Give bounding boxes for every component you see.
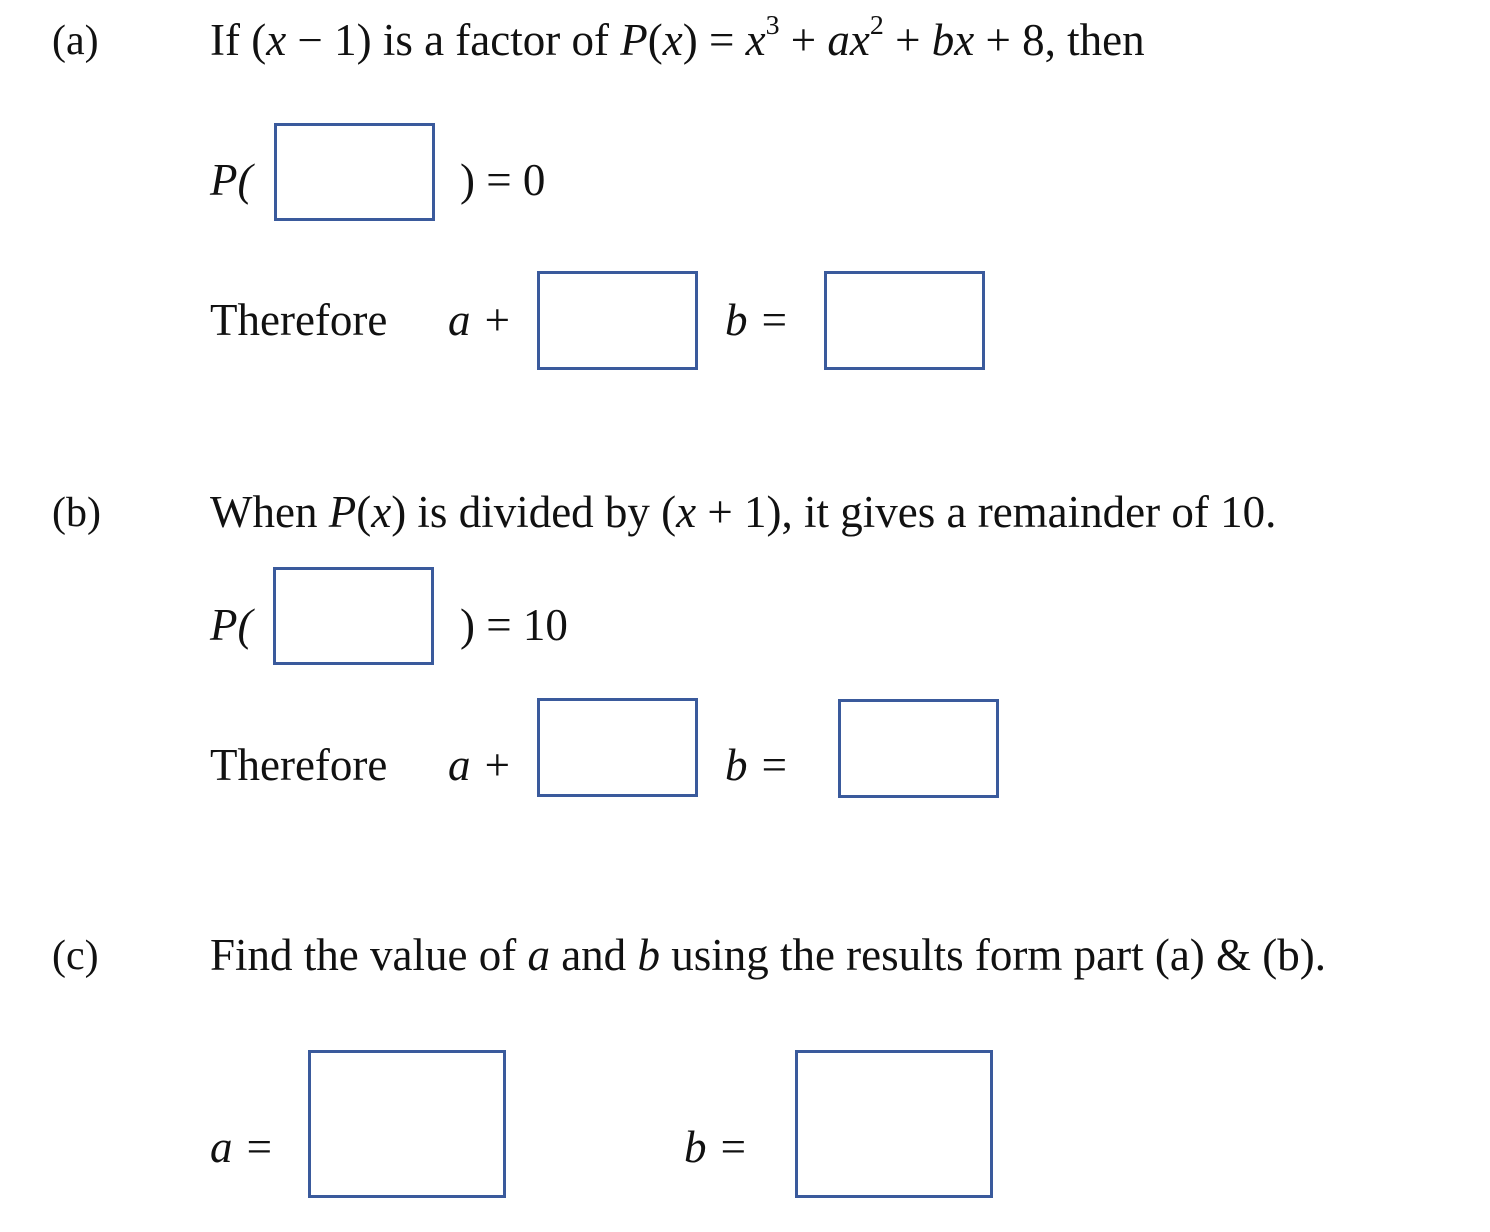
part-a-b-equals: b = (725, 295, 790, 345)
part-b-coef-input-box[interactable] (537, 698, 698, 797)
p-prefix: P( (210, 600, 253, 650)
part-b-b-equals: b = (725, 740, 790, 790)
statement-text: ) is divided by ( (391, 487, 677, 537)
part-a-coef-input-box[interactable] (537, 271, 698, 370)
part-a-result-input-box[interactable] (824, 271, 985, 370)
math-variable: x (266, 15, 287, 65)
math-variable: ax (827, 15, 870, 65)
part-c-label: (c) (52, 933, 99, 979)
statement-text: ( (356, 487, 372, 537)
math-variable: b (637, 930, 660, 980)
math-variable: x (745, 15, 766, 65)
statement-text: + 8, then (974, 15, 1145, 65)
part-a-p-input-box[interactable] (274, 123, 435, 221)
part-c-b-equals: b = (684, 1122, 749, 1172)
math-variable: x (662, 15, 683, 65)
exponent: 2 (869, 10, 884, 42)
part-b-p-input-box[interactable] (273, 567, 434, 665)
math-variable: x (676, 487, 697, 537)
part-b-label: (b) (52, 490, 101, 536)
statement-text: and (549, 930, 638, 980)
math-variable: x (371, 487, 392, 537)
part-b-p-suffix: ) = 10 (460, 600, 568, 650)
statement-text: + (883, 15, 932, 65)
part-b-a-plus: a + (448, 740, 513, 790)
part-b-p-expression (210, 600, 253, 650)
part-a-p-expression (210, 155, 253, 205)
statement-text: + (779, 15, 828, 65)
part-b-result-input-box[interactable] (838, 699, 999, 798)
statement-text: ) = (682, 15, 746, 65)
math-variable: P (620, 15, 648, 65)
part-a-a-plus: a + (448, 295, 513, 345)
statement-text: using the results form part (a) & (b). (659, 930, 1327, 980)
math-variable: a (527, 930, 550, 980)
part-c-a-equals: a = (210, 1122, 275, 1172)
statement-text: Find the value of (210, 930, 528, 980)
part-c-b-input-box[interactable] (795, 1050, 993, 1198)
part-a-p-suffix: ) = 0 (460, 155, 546, 205)
p-prefix: P( (210, 155, 253, 205)
part-a-therefore: Therefore (210, 295, 388, 345)
statement-text: If ( (210, 15, 267, 65)
math-variable: P (328, 487, 357, 537)
statement-text: ( (647, 15, 663, 65)
part-a-label: (a) (52, 18, 99, 64)
statement-text: + 1), it gives a remainder of 10. (696, 487, 1277, 537)
part-a-statement (210, 10, 1145, 65)
exponent: 3 (765, 10, 780, 42)
part-c-statement (210, 930, 1327, 980)
part-b-therefore: Therefore (210, 740, 388, 790)
part-b-statement (210, 487, 1277, 537)
math-variable: bx (931, 15, 975, 65)
part-c-a-input-box[interactable] (308, 1050, 506, 1198)
statement-text: When (210, 487, 329, 537)
statement-text: − 1) is a factor of (286, 15, 621, 65)
